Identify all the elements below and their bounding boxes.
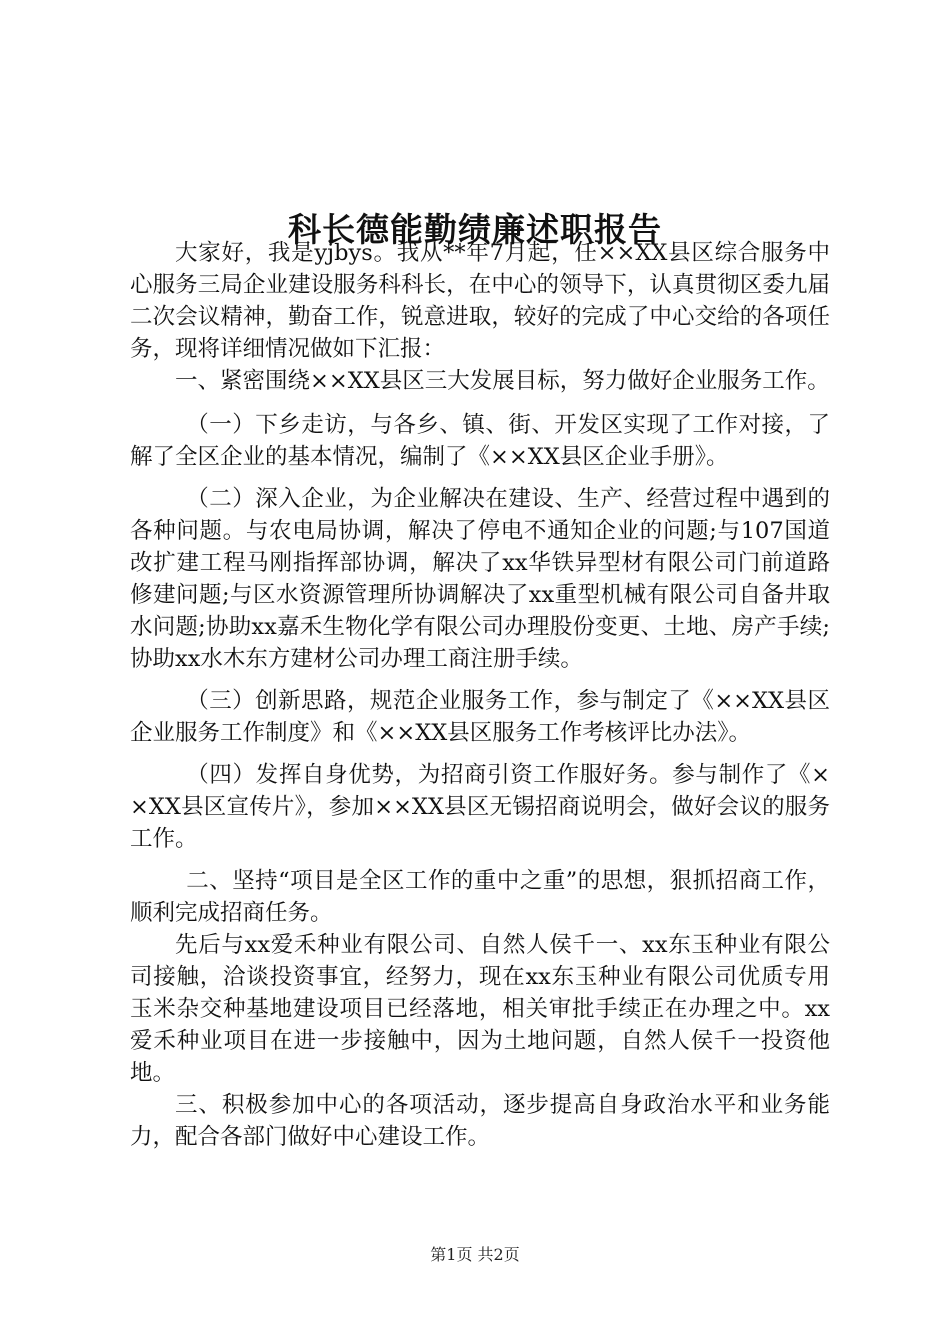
paragraph-section-3-heading: 三、积极参加中心的各项活动，逐步提高自身政治水平和业务能力，配合各部门做好中心建设工作。 (130, 1092, 830, 1150)
paragraph-item-2: （二）深入企业，为企业解决在建设、生产、经营过程中遇到的各种问题。与农电局协调，解决了停电不通知企业的问题;与107国道改扩建工程马刚指挥部协调，解决了xx华铁异型材有限公司门前道路修建问题;与区水资源管理所协调解决了xx重型机械有限公司自备井取水问题;协助xx嘉禾生物化学有限公司办理股份变更、土地、房产手续;协助xx水木东方建材公司办理工商注册手续。 (130, 486, 830, 672)
document-title: 科长德能勤绩廉述职报告 (288, 210, 662, 250)
paragraph-item-1: （一）下乡走访，与各乡、镇、街、开发区实现了工作对接，了解了全区企业的基本情况，编制了《××XX县区企业手册》。 (130, 412, 830, 470)
document-body (130, 237, 830, 1153)
paragraph-section-2-body: 先后与xx爱禾种业有限公司、自然人侯千一、xx东玉种业有限公司接触，洽谈投资事宜，经努力，现在xx东玉种业有限公司优质专用玉米杂交种基地建设项目已经落地，相关审批手续正在办理之中。xx爱禾种业项目在进一步接触中，因为土地问题，自然人侯千一投资他地。 (130, 932, 830, 1086)
paragraph-item-4: （四）发挥自身优势，为招商引资工作服好务。参与制作了《××XX县区宣传片》，参加××XX县区无锡招商说明会，做好会议的服务工作。 (130, 762, 830, 852)
paragraph-section-1-heading: 一、紧密围绕××XX县区三大发展目标，努力做好企业服务工作。 (175, 368, 830, 394)
paragraph-item-3: （三）创新思路，规范企业服务工作，参与制定了《××XX县区企业服务工作制度》和《××XX县区服务工作考核评比办法》。 (130, 688, 830, 746)
page-footer: 第1页 共2页 (430, 1245, 520, 1264)
paragraph-section-2-heading: 二、坚持“项目是全区工作的重中之重”的思想，狠抓招商工作，顺利完成招商任务。 (130, 868, 830, 926)
paragraph-intro: 大家好，我是yjbys。我从**年7月起，任××XX县区综合服务中心服务三局企业建设服务科科长，在中心的领导下，认真贯彻区委九届二次会议精神，勤奋工作，锐意进取，较好的完成了中心交给的各项任务，现将详细情况做如下汇报： (130, 240, 830, 362)
